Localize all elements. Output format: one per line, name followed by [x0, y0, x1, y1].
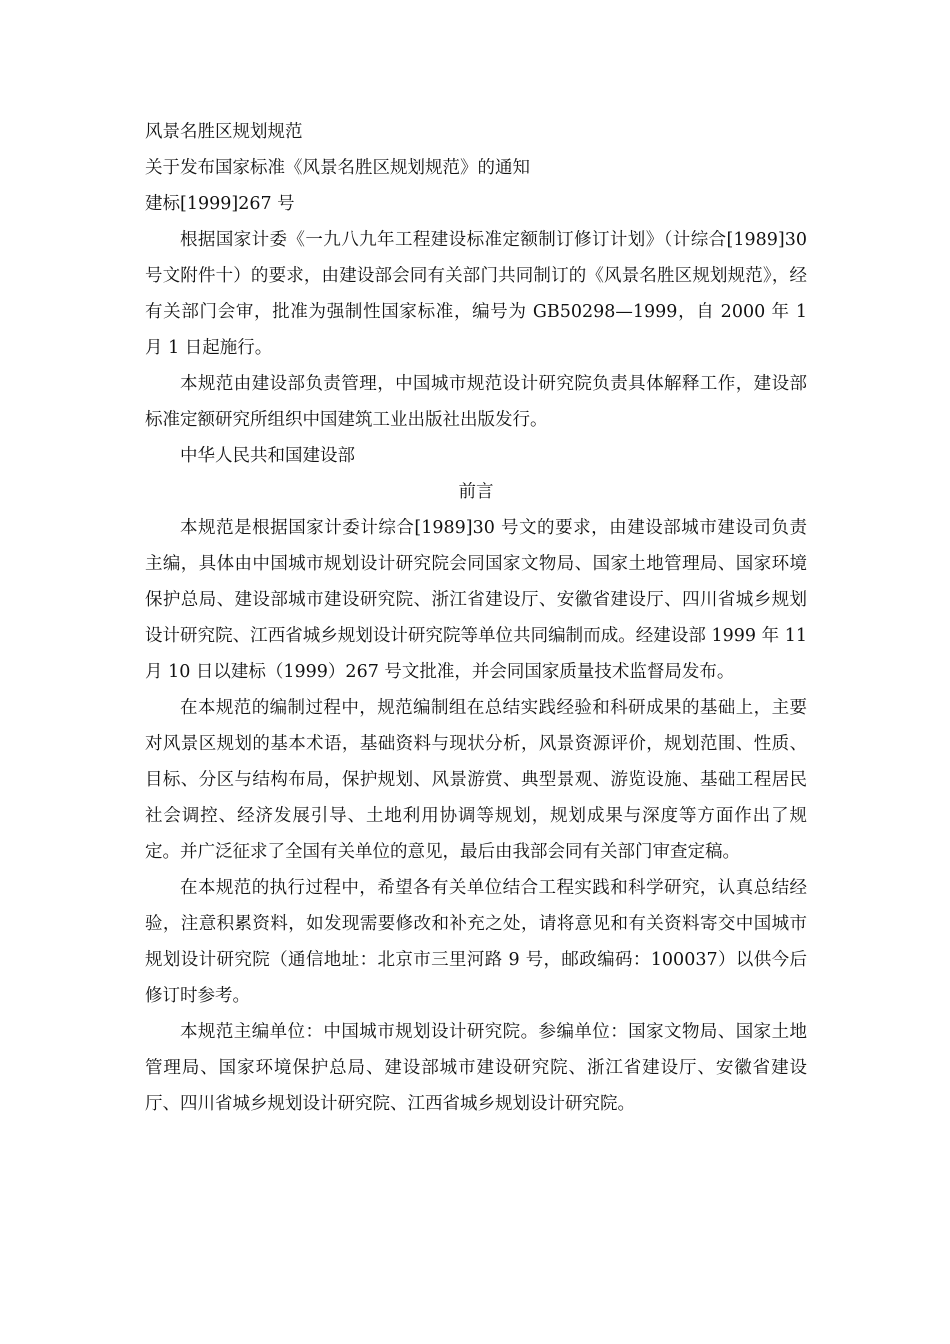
preface-paragraph: 在本规范的执行过程中，希望各有关单位结合工程实践和科学研究，认真总结经验，注意积累资料，如发现需要修改和补充之处，请将意见和有关资料寄交中国城市规划设计研究院（通信地址：北京市三里河路 9 号，邮政编码：100037）以供今后修订时参考。 — [145, 878, 807, 1006]
document-page — [145, 114, 807, 1122]
notice-paragraph: 本规范由建设部负责管理，中国城市规范设计研究院负责具体解释工作，建设部标准定额研究所组织中国建筑工业出版社出版发行。 — [145, 374, 807, 430]
preface-paragraph: 本规范是根据国家计委计综合[1989]30 号文的要求，由建设部城市建设司负责主编，具体由中国城市规划设计研究院会同国家文物局、国家土地管理局、国家环境保护总局、建设部城市建设研究院、浙江省建设厅、安徽省建设厅、四川省城乡规划设计研究院、江西省城乡规划设计研究院等单位共同编制而成。经建设部 1999 年 11 月 10 日以建标（1999）267 号文批准，并会同国家质量技术监督局发布。 — [145, 518, 807, 682]
preface-paragraph: 在本规范的编制过程中，规范编制组在总结实践经验和科研成果的基础上，主要对风景区规划的基本术语，基础资料与现状分析，风景资源评价，规划范围、性质、目标、分区与结构布局，保护规划、风景游赏、典型景观、游览设施、基础工程居民社会调控、经济发展引导、土地利用协调等规划，规划成果与深度等方面作出了规定。并广泛征求了全国有关单位的意见，最后由我部会同有关部门审查定稿。 — [145, 698, 807, 862]
document-title: 风景名胜区规划规范 — [145, 122, 303, 142]
notice-paragraph: 根据国家计委《一九八九年工程建设标准定额制订修订计划》（计综合[1989]30 号文附件十）的要求，由建设部会同有关部门共同制订的《风景名胜区规划规范》，经有关部门会审，批准为强制性国家标准，编号为 GB50298—1999，自 2000 年 1 月 1 日起施行。 — [145, 230, 807, 358]
preface-paragraph: 本规范主编单位：中国城市规划设计研究院。参编单位：国家文物局、国家土地管理局、国家环境保护总局、建设部城市建设研究院、浙江省建设厅、安徽省建设厅、四川省城乡规划设计研究院、江西省城乡规划设计研究院。 — [145, 1022, 807, 1114]
notice-title: 关于发布国家标准《风景名胜区规划规范》的通知 — [145, 158, 530, 178]
document-number: 建标[1999]267 号 — [145, 194, 295, 214]
preface-heading: 前言 — [458, 482, 494, 502]
issuer: 中华人民共和国建设部 — [180, 446, 355, 466]
